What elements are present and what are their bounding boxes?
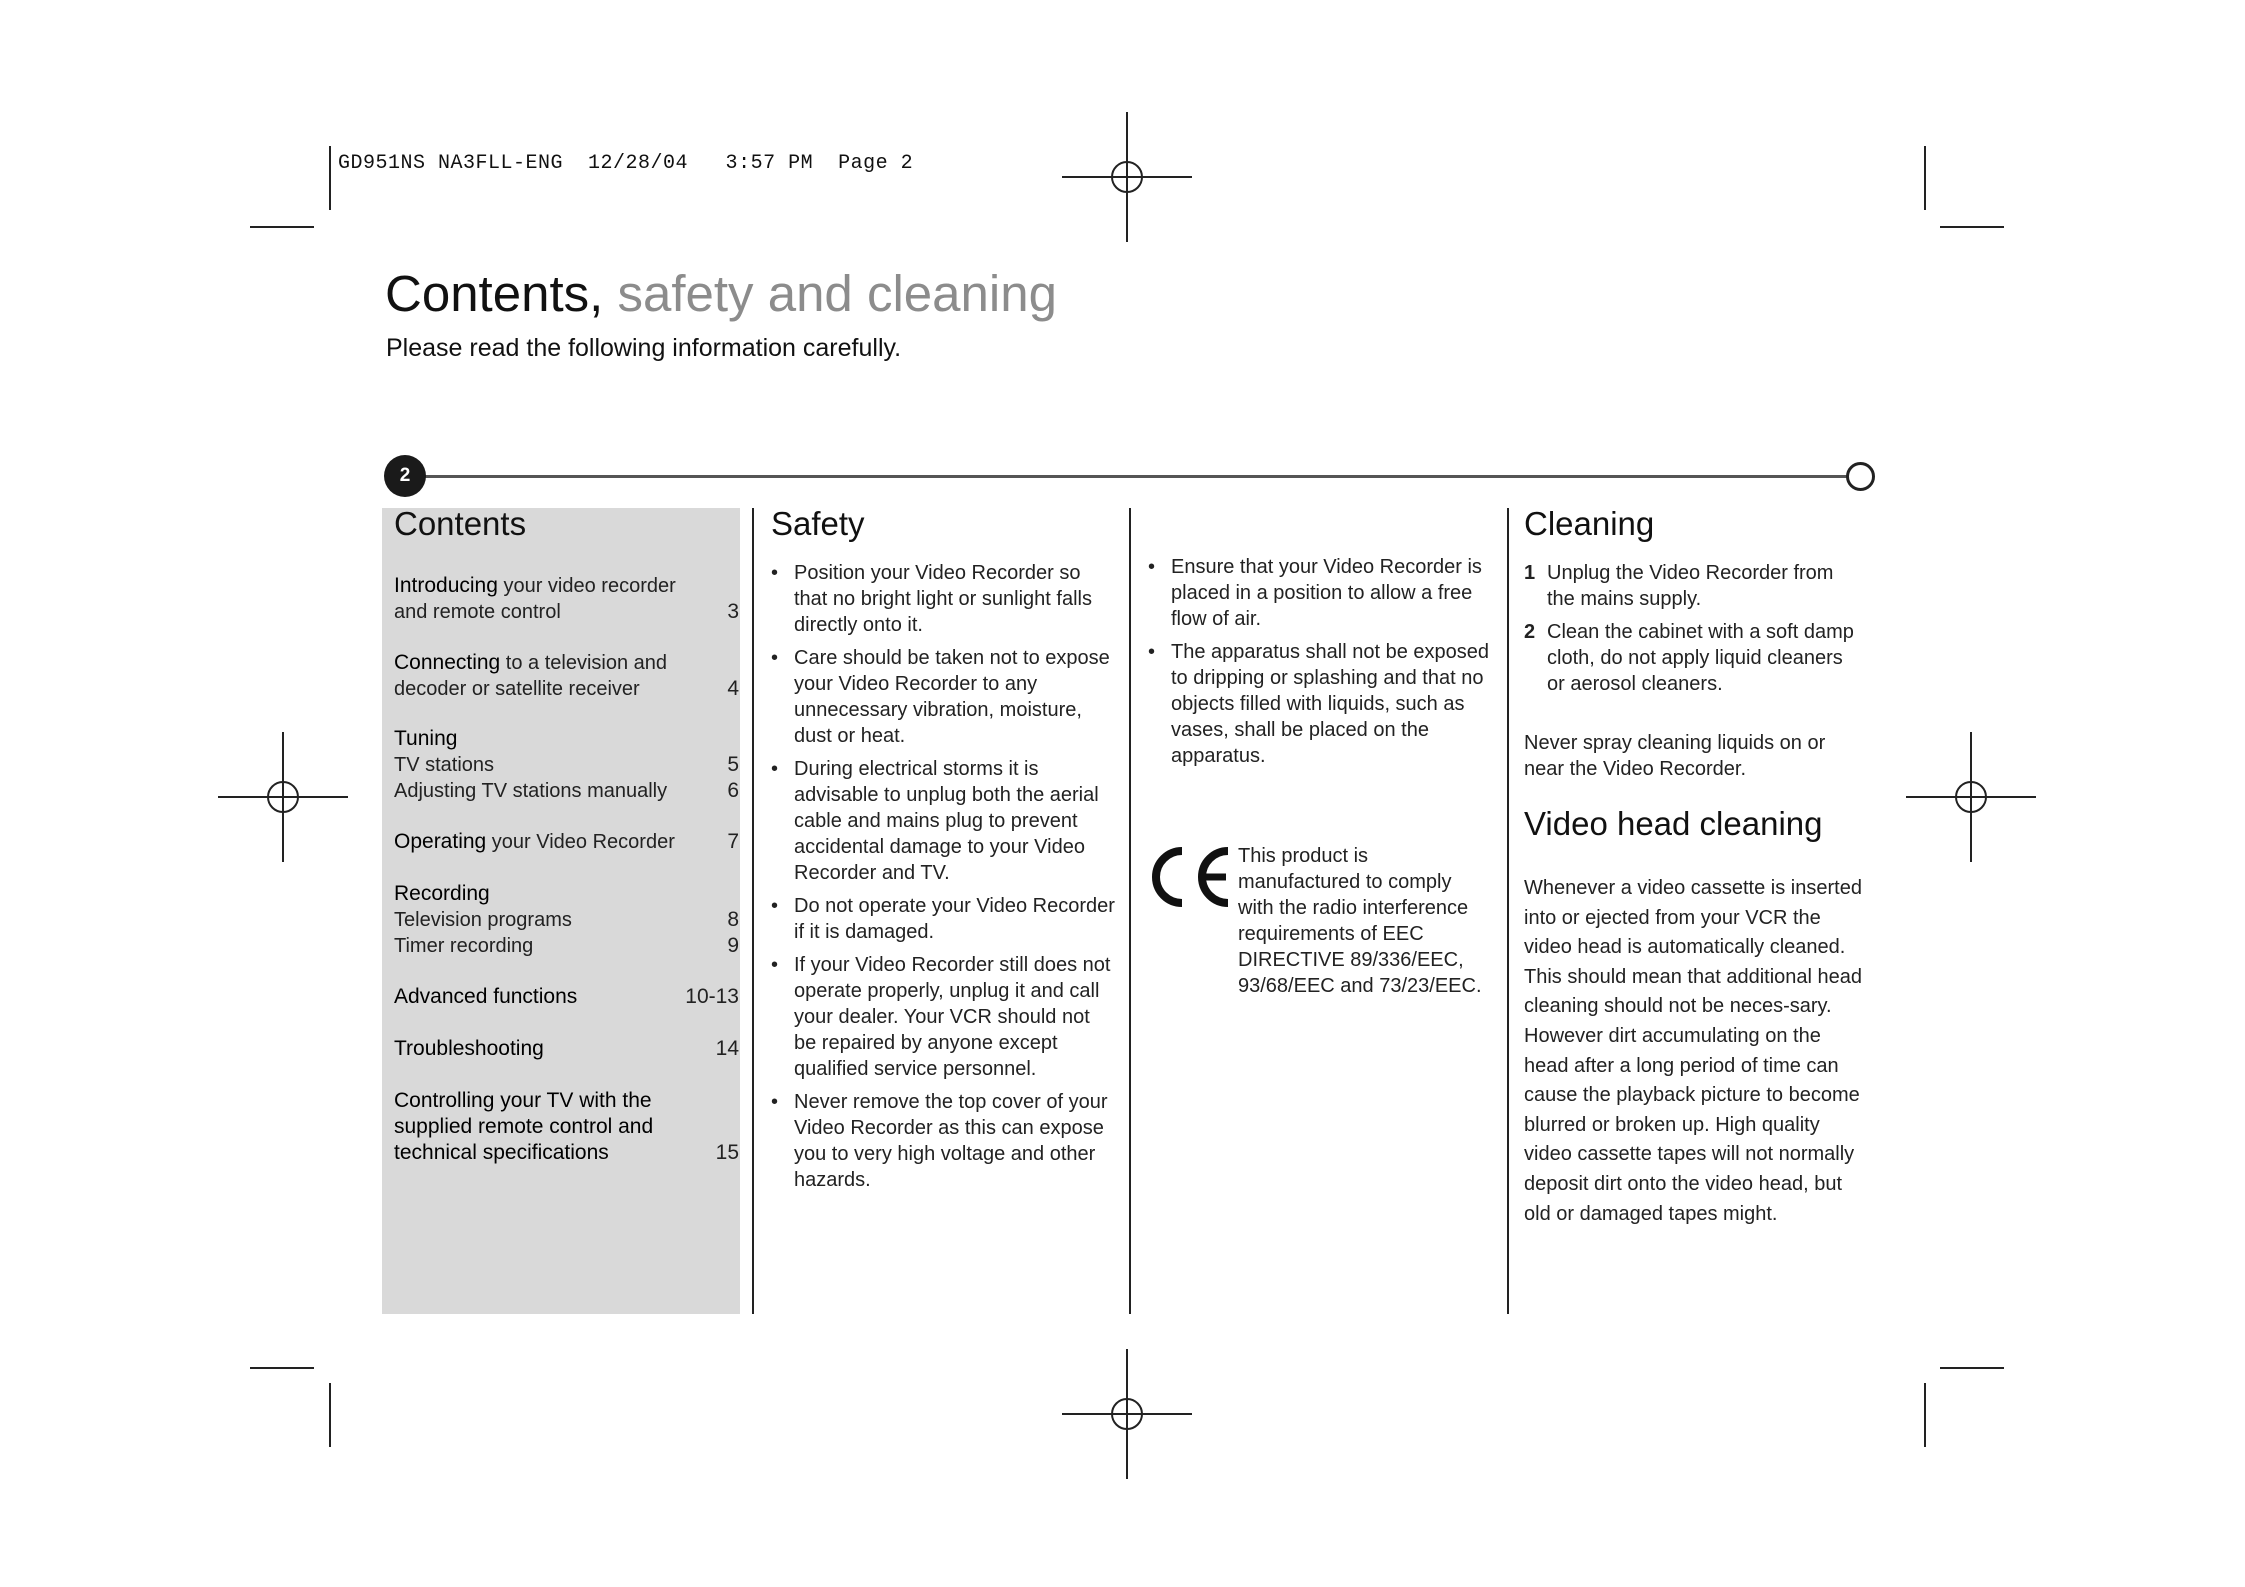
toc-detail: Adjusting TV stations manually: [394, 780, 668, 802]
safety-list-2: [1148, 554, 1496, 776]
toc-topic: supplied remote control and: [394, 1115, 654, 1138]
page-title-main: Contents,: [385, 265, 604, 322]
page-number-badge: 2: [384, 455, 426, 497]
toc-row: [394, 984, 739, 1010]
toc-row: [394, 752, 739, 778]
cleaning-step: [1524, 560, 1864, 612]
toc-page-number: 9: [727, 934, 739, 957]
cleaning-title: Cleaning: [1524, 505, 1655, 542]
registration-mark-top: [1062, 112, 1192, 242]
toc-entry: [394, 1036, 739, 1062]
safety-item: • If your Video Recorder still does not operate properly, unplug it and call your dealer. Your VCR should not be repaired by anyone except qualified service personnel.: [771, 952, 1116, 1082]
safety-item: • Position your Video Recorder so that no bright light or sunlight falls directly onto it.: [771, 560, 1116, 638]
toc-page-number: 6: [727, 779, 739, 802]
step-number: 2: [1524, 621, 1536, 643]
toc-row-text: [394, 829, 679, 855]
toc-page-number: 14: [715, 1037, 739, 1060]
toc-page-number: 8: [727, 908, 739, 931]
toc-row: [394, 1140, 739, 1166]
rule-end-circle: [1846, 462, 1875, 491]
step-text: Unplug the Video Recorder from the mains supply.: [1547, 562, 1834, 610]
safety-item: • Never remove the top cover of your Video Recorder as this can expose you to very high voltage and other hazards.: [771, 1089, 1116, 1193]
toc-row: [394, 1088, 739, 1114]
toc-topic: Introducing: [394, 574, 498, 597]
toc-detail: to a television and: [500, 652, 668, 674]
toc-topic: Tuning: [394, 727, 458, 750]
toc-topic: Connecting: [394, 651, 501, 674]
page-rule: [405, 475, 1853, 478]
toc-row-text: [394, 933, 679, 959]
toc-entry: [394, 726, 739, 804]
ce-mark-icon: [1142, 845, 1234, 909]
toc-topic: Operating: [394, 830, 487, 853]
safety-list-1: [771, 560, 1116, 1200]
column-divider: [752, 508, 754, 1314]
toc-row: [394, 650, 739, 676]
toc-entry: [394, 1088, 739, 1166]
toc-row-text: [394, 676, 679, 702]
toc-detail: your Video Recorder: [486, 831, 675, 853]
contents-title: Contents: [394, 505, 527, 542]
toc-page-number: 7: [727, 830, 739, 853]
toc-row: [394, 573, 739, 599]
toc-row-text: [394, 1036, 679, 1062]
video-head-text: Whenever a video cassette is inserted into or ejected from your VCR the video head is automatically cleaned. This should mean that additional head cleaning should not be neces-sary. However dirt accumulating on the head after a long period of time can cause the playback picture to become blurred or broken up. High quality video cassette tapes will not normally deposit dirt onto the video head, but old or damaged tapes might.: [1524, 877, 1863, 1225]
crop-mark: [329, 1383, 331, 1447]
toc-row-text: [394, 778, 679, 804]
toc-row-text: [394, 907, 679, 933]
toc-entry: [394, 881, 739, 959]
step-number: 1: [1524, 562, 1536, 584]
toc-row: [394, 907, 739, 933]
cleaning-note: [1524, 730, 1864, 782]
toc-detail: TV stations: [394, 754, 495, 776]
page-subtitle: Please read the following information carefully.: [386, 334, 902, 362]
crop-mark: [1940, 226, 2004, 228]
toc-entry: [394, 573, 739, 625]
toc-detail: your video recorder: [497, 575, 676, 597]
toc-page-number: 5: [727, 753, 739, 776]
page-title: [385, 265, 1057, 322]
registration-mark-right: [1906, 732, 2036, 862]
toc-detail: Television programs: [394, 909, 572, 931]
cleaning-steps: [1524, 560, 1864, 704]
toc-row: [394, 726, 739, 752]
toc-row-text: [394, 984, 679, 1010]
page-title-sub: safety and cleaning: [617, 265, 1057, 322]
toc-topic: Controlling your TV with the: [394, 1089, 652, 1112]
toc-entry: [394, 829, 739, 855]
toc-page-number: 3: [727, 600, 739, 623]
registration-mark-bottom: [1062, 1349, 1192, 1479]
toc-row-text: [394, 650, 679, 676]
crop-mark: [250, 1367, 314, 1369]
toc-page-number: 4: [727, 677, 739, 700]
toc-row: [394, 881, 739, 907]
toc-detail: decoder or satellite receiver: [394, 678, 640, 700]
crop-mark: [1924, 1383, 1926, 1447]
toc-page-number: 15: [715, 1141, 739, 1164]
crop-mark: [329, 146, 331, 210]
toc-detail: and remote control: [394, 601, 561, 623]
toc-row-text: [394, 1114, 679, 1140]
safety-item: • Ensure that your Video Recorder is placed in a position to allow a free flow of air.: [1148, 554, 1496, 632]
toc-entry: [394, 650, 739, 702]
toc-row-text: [394, 573, 679, 599]
toc-row: [394, 1036, 739, 1062]
step-text: Clean the cabinet with a soft damp cloth, do not apply liquid cleaners or aerosol cleaners.: [1547, 621, 1854, 695]
crop-mark: [1924, 146, 1926, 210]
toc-row: [394, 676, 739, 702]
print-slug: GD951NS NA3FLL-ENG 12/28/04 3:57 PM Page 2: [338, 152, 914, 175]
column-divider: [1129, 508, 1131, 1314]
toc-row-text: [394, 752, 679, 778]
toc-row: [394, 778, 739, 804]
toc-row-text: [394, 1140, 679, 1166]
toc-row-text: [394, 726, 679, 752]
toc-topic: Advanced functions: [394, 985, 578, 1008]
safety-item: • The apparatus shall not be exposed to dripping or splashing and that no objects filled with liquids, such as vases, shall be placed on the apparatus.: [1148, 639, 1496, 769]
toc-row-text: [394, 599, 679, 625]
toc-row: [394, 1114, 739, 1140]
toc-page-number: 10-13: [685, 985, 739, 1008]
safety-title: Safety: [771, 505, 865, 542]
column-divider: [1507, 508, 1509, 1314]
video-head-title: Video head cleaning: [1524, 805, 1823, 842]
crop-mark: [250, 226, 314, 228]
toc-row-text: [394, 881, 679, 907]
video-head-body: [1524, 874, 1869, 1229]
registration-mark-left: [218, 732, 348, 862]
toc-topic: technical specifications: [394, 1141, 609, 1164]
cleaning-step: [1524, 619, 1864, 697]
toc-detail: Timer recording: [394, 935, 534, 957]
toc-topic: Recording: [394, 882, 490, 905]
toc-row: [394, 829, 739, 855]
toc-row: [394, 599, 739, 625]
toc-row: [394, 933, 739, 959]
safety-item: • Care should be taken not to expose your Video Recorder to any unnecessary vibration, moisture, dust or heat.: [771, 645, 1116, 749]
crop-mark: [1940, 1367, 2004, 1369]
toc-entry: [394, 984, 739, 1010]
ce-compliance-text: This product is manufactured to comply with the radio interference requirements of EEC DIRECTIVE 89/336/EEC, 93/68/EEC and 73/23/EEC.: [1238, 845, 1482, 997]
toc-row-text: [394, 1088, 679, 1114]
safety-item: • Do not operate your Video Recorder if it is damaged.: [771, 893, 1116, 945]
safety-item: • During electrical storms it is advisable to unplug both the aerial cable and mains plug to prevent accidental damage to your Video Recorder and TV.: [771, 756, 1116, 886]
cleaning-note-text: Never spray cleaning liquids on or near the Video Recorder.: [1524, 732, 1826, 780]
toc-topic: Troubleshooting: [394, 1037, 544, 1060]
